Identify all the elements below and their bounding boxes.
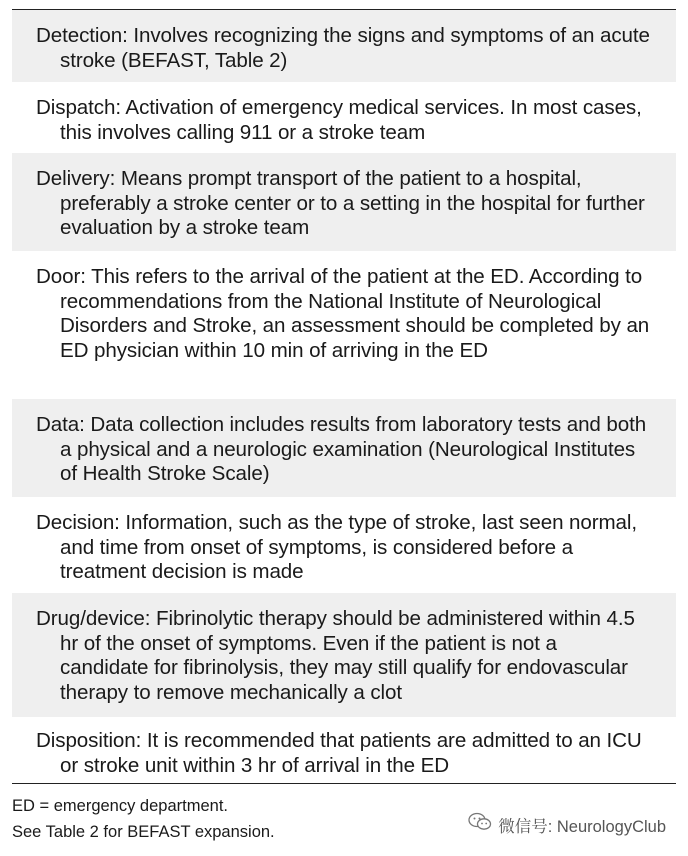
watermark <box>468 812 666 837</box>
row-text: Door: This refers to the arrival of the patient at the ED. According to recommendations from the National Institute of Neurological Disorders and Stroke, an assessment should be completed by an ED physician within 10 min of arriving in the ED <box>36 265 650 362</box>
table-row-drug-device <box>12 593 676 717</box>
row-text: Decision: Information, such as the type of stroke, last seen normal, and time from onset of symptoms, is considered before a treatment decision is made <box>36 511 638 583</box>
row-text: Disposition: It is recommended that patients are admitted to an ICU or stroke unit within 3 hr of arrival in the ED <box>36 729 642 777</box>
table-row-disposition <box>12 717 676 783</box>
table-row-decision <box>12 497 676 593</box>
footnote-reference: See Table 2 for BEFAST expansion. <box>12 823 275 841</box>
table-row-delivery <box>12 153 676 251</box>
table-row-dispatch <box>12 82 676 153</box>
table-row-detection <box>12 10 676 82</box>
table-footnotes <box>12 793 275 845</box>
footnote-abbreviation: ED = emergency department. <box>12 797 228 815</box>
row-text: Detection: Involves recognizing the signs and symptoms of an acute stroke (BEFAST, Table 2) <box>36 24 650 72</box>
row-text: Delivery: Means prompt transport of the patient to a hospital, preferably a stroke center or to a setting in the hospital for further evaluation by a stroke team <box>36 167 645 239</box>
row-text: Drug/device: Fibrinolytic therapy should be administered within 4.5 hr of the onset of symptoms. Even if the patient is not a candidate for fibrinolysis, they may still qualify for endovascular therapy to remove mechanically a clot <box>36 607 635 704</box>
table-row-door <box>12 251 676 399</box>
wechat-icon <box>468 812 498 837</box>
table-row-data <box>12 399 676 497</box>
row-text: Data: Data collection includes results from laboratory tests and both a physical and a neurologic examination (Neurological Institutes of Health Stroke Scale) <box>36 413 647 485</box>
row-text: Dispatch: Activation of emergency medical services. In most cases, this involves calling 911 or a stroke team <box>36 96 642 144</box>
stroke-chain-table <box>12 9 676 784</box>
watermark-text: 微信号: NeurologyClub <box>498 817 666 836</box>
